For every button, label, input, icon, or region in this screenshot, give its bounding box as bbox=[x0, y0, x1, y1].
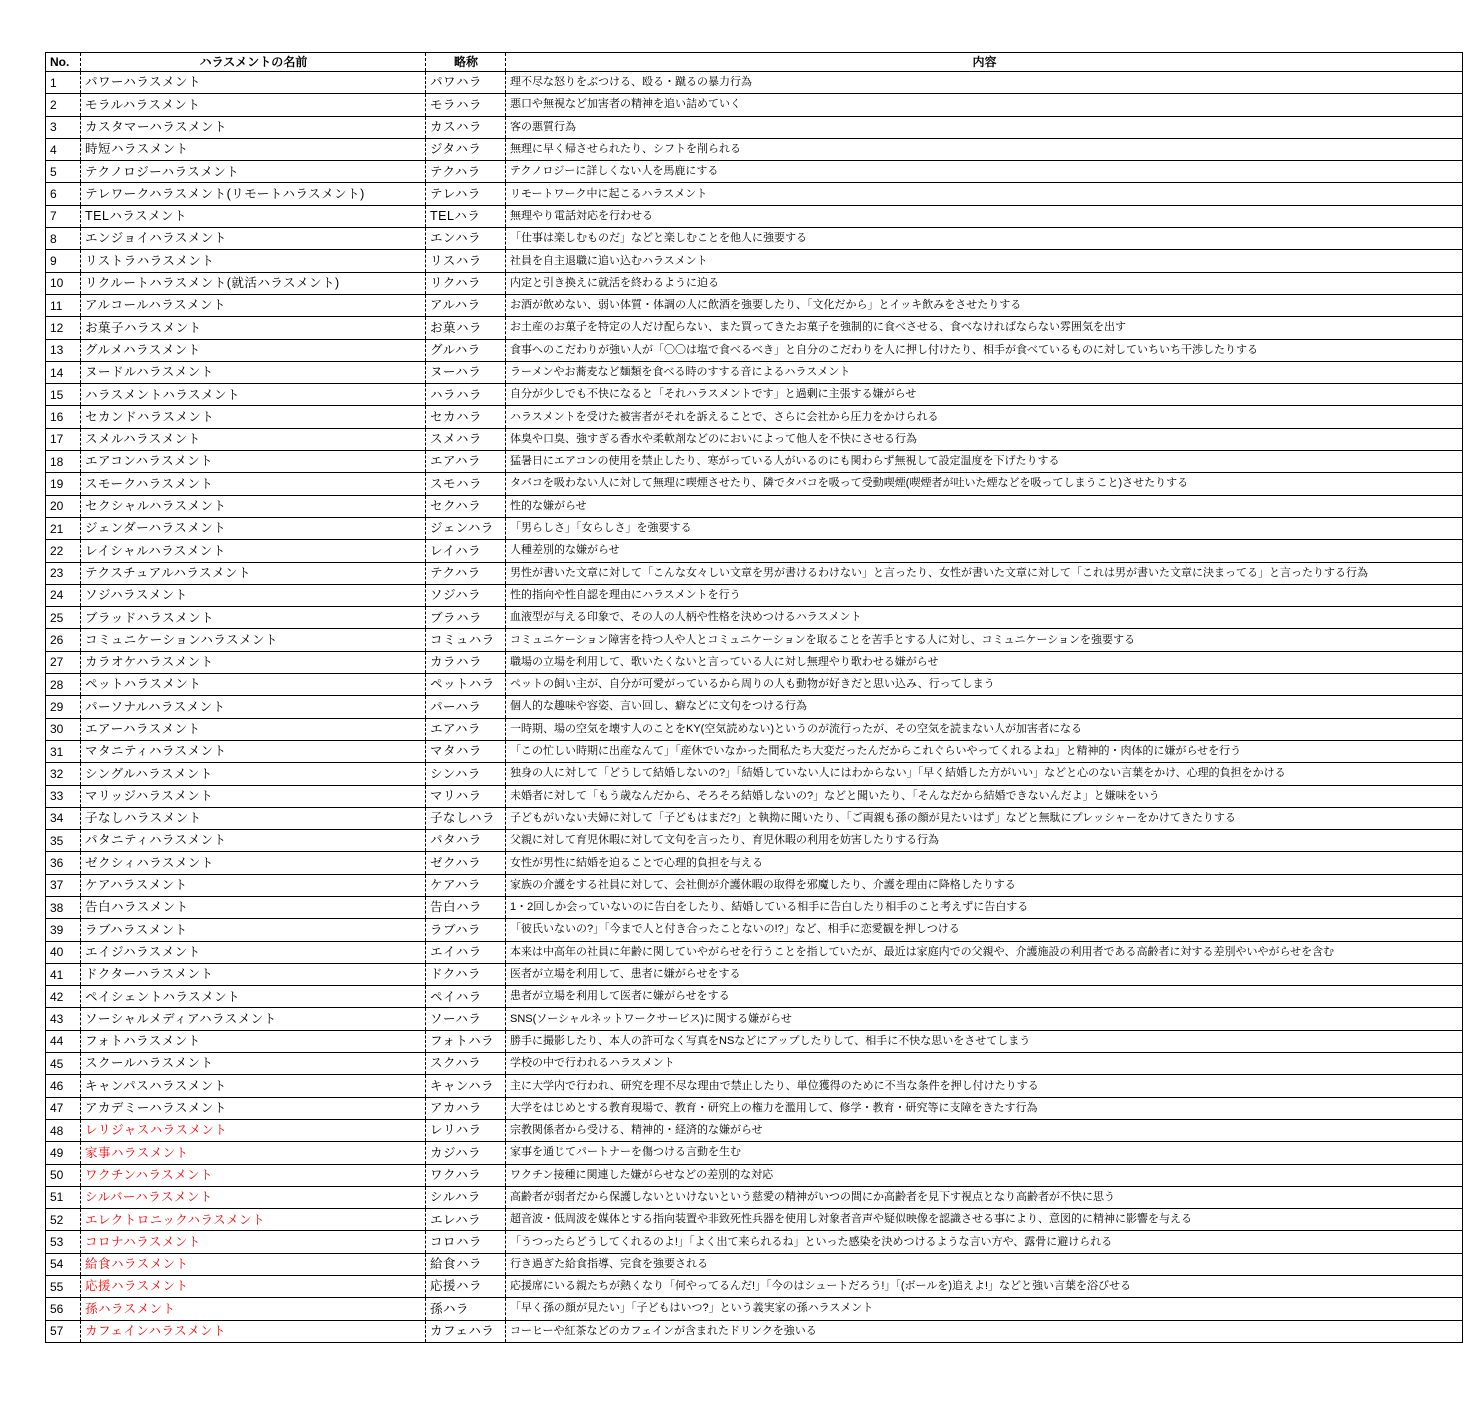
table-row bbox=[46, 250, 1463, 272]
harassment-abbr: ゼクハラ bbox=[426, 852, 506, 874]
harassment-name: 家事ハラスメント bbox=[81, 1142, 426, 1164]
harassment-content: コミュニケーション障害を持つ人や人とコミュニケーションを取ることを苦手とする人に対し、コミュニケーションを強要する bbox=[506, 629, 1463, 651]
row-number: 36 bbox=[46, 852, 81, 874]
row-number: 26 bbox=[46, 629, 81, 651]
harassment-name: テクスチュアルハラスメント bbox=[81, 562, 426, 584]
harassment-name: エンジョイハラスメント bbox=[81, 228, 426, 250]
harassment-name: スメルハラスメント bbox=[81, 428, 426, 450]
table-row bbox=[46, 406, 1463, 428]
harassment-name: マリッジハラスメント bbox=[81, 785, 426, 807]
harassment-name: ケアハラスメント bbox=[81, 874, 426, 896]
row-number: 51 bbox=[46, 1186, 81, 1208]
harassment-abbr: シルハラ bbox=[426, 1186, 506, 1208]
row-number: 16 bbox=[46, 406, 81, 428]
harassment-content: 患者が立場を利用して医者に嫌がらせをする bbox=[506, 986, 1463, 1008]
harassment-abbr: リクハラ bbox=[426, 272, 506, 294]
table-row bbox=[46, 740, 1463, 762]
harassment-content: 宗教関係者から受ける、精神的・経済的な嫌がらせ bbox=[506, 1119, 1463, 1141]
header-content: 内容 bbox=[506, 53, 1463, 72]
harassment-content: 学校の中で行われるハラスメント bbox=[506, 1053, 1463, 1075]
row-number: 31 bbox=[46, 740, 81, 762]
table-row bbox=[46, 428, 1463, 450]
harassment-abbr: コミュハラ bbox=[426, 629, 506, 651]
harassment-content: 無理やり電話対応を行わせる bbox=[506, 205, 1463, 227]
harassment-name: シングルハラスメント bbox=[81, 763, 426, 785]
harassment-content: 食事へのこだわりが強い人が「〇〇は塩で食べるべき」と自分のこだわりを人に押し付けたり、相手が食べているものに対していちいち干渉したりする bbox=[506, 339, 1463, 361]
harassment-abbr: テクハラ bbox=[426, 161, 506, 183]
harassment-name: パワーハラスメント bbox=[81, 72, 426, 94]
table-row bbox=[46, 339, 1463, 361]
table-row bbox=[46, 473, 1463, 495]
table-row bbox=[46, 1231, 1463, 1253]
harassment-content: 超音波・低周波を媒体とする指向装置や非致死性兵器を使用し対象者音声や疑似映像を認識させる事により、意図的に精神に影響を与える bbox=[506, 1209, 1463, 1231]
harassment-name: パーソナルハラスメント bbox=[81, 696, 426, 718]
row-number: 3 bbox=[46, 116, 81, 138]
table-row bbox=[46, 138, 1463, 160]
harassment-abbr: ワクハラ bbox=[426, 1164, 506, 1186]
harassment-content: コーヒーや紅茶などのカフェインが含まれたドリンクを強いる bbox=[506, 1320, 1463, 1342]
harassment-table-sheet bbox=[45, 52, 1463, 1343]
table-row bbox=[46, 986, 1463, 1008]
table-row bbox=[46, 874, 1463, 896]
harassment-name: コミュニケーションハラスメント bbox=[81, 629, 426, 651]
table-row bbox=[46, 718, 1463, 740]
harassment-abbr: レイハラ bbox=[426, 540, 506, 562]
harassment-abbr: スクハラ bbox=[426, 1053, 506, 1075]
harassment-name: モラルハラスメント bbox=[81, 94, 426, 116]
row-number: 28 bbox=[46, 674, 81, 696]
table-row bbox=[46, 1186, 1463, 1208]
table-row bbox=[46, 584, 1463, 606]
harassment-content: 「彼氏いないの?」「今まで人と付き合ったことないの!?」など、相手に恋愛観を押しつける bbox=[506, 919, 1463, 941]
harassment-content: 医者が立場を利用して、患者に嫌がらせをする bbox=[506, 963, 1463, 985]
table-row bbox=[46, 1053, 1463, 1075]
harassment-name: リクルートハラスメント(就活ハラスメント) bbox=[81, 272, 426, 294]
harassment-name: レリジャスハラスメント bbox=[81, 1119, 426, 1141]
harassment-name: エイジハラスメント bbox=[81, 941, 426, 963]
harassment-content: お酒が飲めない、弱い体質・体調の人に飲酒を強要したり、「文化だから」とイッキ飲みをさせたりする bbox=[506, 294, 1463, 316]
harassment-content: 子どもがいない夫婦に対して「子どもはまだ?」と執拗に聞いたり、「ご両親も孫の顔が見たいはず」などと無駄にプレッシャーをかけてきたりする bbox=[506, 807, 1463, 829]
harassment-abbr: パワハラ bbox=[426, 72, 506, 94]
header-abbr: 略称 bbox=[426, 53, 506, 72]
harassment-content: 内定と引き換えに就活を終わるように迫る bbox=[506, 272, 1463, 294]
harassment-abbr: スメハラ bbox=[426, 428, 506, 450]
table-row bbox=[46, 1164, 1463, 1186]
row-number: 21 bbox=[46, 517, 81, 539]
harassment-abbr: コロハラ bbox=[426, 1231, 506, 1253]
harassment-abbr: エイハラ bbox=[426, 941, 506, 963]
harassment-content: 個人的な趣味や容姿、言い回し、癖などに文句をつける行為 bbox=[506, 696, 1463, 718]
harassment-content: リモートワーク中に起こるハラスメント bbox=[506, 183, 1463, 205]
harassment-name: 子なしハラスメント bbox=[81, 807, 426, 829]
harassment-name: ソジハラスメント bbox=[81, 584, 426, 606]
harassment-abbr: フォトハラ bbox=[426, 1030, 506, 1052]
harassment-abbr: 告白ハラ bbox=[426, 896, 506, 918]
harassment-name: エレクトロニックハラスメント bbox=[81, 1209, 426, 1231]
row-number: 57 bbox=[46, 1320, 81, 1342]
row-number: 4 bbox=[46, 138, 81, 160]
table-row bbox=[46, 317, 1463, 339]
harassment-name: カスタマーハラスメント bbox=[81, 116, 426, 138]
row-number: 12 bbox=[46, 317, 81, 339]
row-number: 33 bbox=[46, 785, 81, 807]
harassment-abbr: エレハラ bbox=[426, 1209, 506, 1231]
harassment-name: マタニティハラスメント bbox=[81, 740, 426, 762]
row-number: 2 bbox=[46, 94, 81, 116]
header-no: No. bbox=[46, 53, 81, 72]
row-number: 19 bbox=[46, 473, 81, 495]
table-row bbox=[46, 607, 1463, 629]
harassment-content: 「早く孫の顔が見たい」「子どもはいつ?」という義実家の孫ハラスメント bbox=[506, 1298, 1463, 1320]
harassment-name: リストラハラスメント bbox=[81, 250, 426, 272]
harassment-content: 血液型が与える印象で、その人の人柄や性格を決めつけるハラスメント bbox=[506, 607, 1463, 629]
harassment-content: 応援席にいる親たちが熱くなり「何やってるんだ!」「今のはシュートだろう!」「(ボールを)追えよ!」などと強い言葉を浴びせる bbox=[506, 1276, 1463, 1298]
header-row bbox=[46, 53, 1463, 72]
harassment-abbr: テクハラ bbox=[426, 562, 506, 584]
row-number: 37 bbox=[46, 874, 81, 896]
table-row bbox=[46, 830, 1463, 852]
harassment-content: SNS(ソーシャルネットワークサービス)に関する嫌がらせ bbox=[506, 1008, 1463, 1030]
table-row bbox=[46, 116, 1463, 138]
row-number: 48 bbox=[46, 1119, 81, 1141]
harassment-abbr: ソジハラ bbox=[426, 584, 506, 606]
harassment-abbr: アカハラ bbox=[426, 1097, 506, 1119]
table-row bbox=[46, 1320, 1463, 1342]
table-row bbox=[46, 228, 1463, 250]
harassment-name: ペイシェントハラスメント bbox=[81, 986, 426, 1008]
row-number: 55 bbox=[46, 1276, 81, 1298]
harassment-abbr: セカハラ bbox=[426, 406, 506, 428]
row-number: 15 bbox=[46, 384, 81, 406]
harassment-content: 職場の立場を利用して、歌いたくないと言っている人に対し無理やり歌わせる嫌がらせ bbox=[506, 651, 1463, 673]
harassment-content: 大学をはじめとする教育現場で、教育・研究上の権力を濫用して、修学・教育・研究等に支障をきたす行為 bbox=[506, 1097, 1463, 1119]
harassment-name: カフェインハラスメント bbox=[81, 1320, 426, 1342]
table-row bbox=[46, 651, 1463, 673]
harassment-content: 1・2回しか会っていないのに告白をしたり、結婚している相手に告白したり相手のこと考えずに告白する bbox=[506, 896, 1463, 918]
row-number: 7 bbox=[46, 205, 81, 227]
table-row bbox=[46, 361, 1463, 383]
harassment-content: 「男らしさ」「女らしさ」を強要する bbox=[506, 517, 1463, 539]
harassment-content: ペットの飼い主が、自分が可愛がっているから周りの人も動物が好きだと思い込み、行ってしまう bbox=[506, 674, 1463, 696]
harassment-abbr: ソーハラ bbox=[426, 1008, 506, 1030]
harassment-content: 悪口や無視など加害者の精神を追い詰めていく bbox=[506, 94, 1463, 116]
harassment-name: アカデミーハラスメント bbox=[81, 1097, 426, 1119]
harassment-name: ドクターハラスメント bbox=[81, 963, 426, 985]
row-number: 32 bbox=[46, 763, 81, 785]
harassment-content: 性的な嫌がらせ bbox=[506, 495, 1463, 517]
harassment-abbr: ジタハラ bbox=[426, 138, 506, 160]
harassment-content: 女性が男性に結婚を迫ることで心理的負担を与える bbox=[506, 852, 1463, 874]
harassment-name: コロナハラスメント bbox=[81, 1231, 426, 1253]
harassment-abbr: パーハラ bbox=[426, 696, 506, 718]
harassment-name: ブラッドハラスメント bbox=[81, 607, 426, 629]
harassment-content: ハラスメントを受けた被害者がそれを訴えることで、さらに会社から圧力をかけられる bbox=[506, 406, 1463, 428]
harassment-abbr: セクハラ bbox=[426, 495, 506, 517]
harassment-abbr: ラブハラ bbox=[426, 919, 506, 941]
harassment-abbr: TELハラ bbox=[426, 205, 506, 227]
harassment-content: 行き過ぎた給食指導、完食を強要される bbox=[506, 1253, 1463, 1275]
harassment-name: TELハラスメント bbox=[81, 205, 426, 227]
row-number: 14 bbox=[46, 361, 81, 383]
table-row bbox=[46, 1142, 1463, 1164]
harassment-abbr: ペイハラ bbox=[426, 986, 506, 1008]
table-row bbox=[46, 183, 1463, 205]
table-row bbox=[46, 919, 1463, 941]
harassment-content: 体臭や口臭、強すぎる香水や柔軟剤などのにおいによって他人を不快にさせる行為 bbox=[506, 428, 1463, 450]
harassment-abbr: お菓ハラ bbox=[426, 317, 506, 339]
table-row bbox=[46, 517, 1463, 539]
table-row bbox=[46, 1119, 1463, 1141]
harassment-name: スモークハラスメント bbox=[81, 473, 426, 495]
row-number: 8 bbox=[46, 228, 81, 250]
harassment-name: お菓子ハラスメント bbox=[81, 317, 426, 339]
harassment-content: ワクチン接種に関連した嫌がらせなどの差別的な対応 bbox=[506, 1164, 1463, 1186]
harassment-abbr: マリハラ bbox=[426, 785, 506, 807]
harassment-content: 猛暑日にエアコンの使用を禁止したり、寒がっている人がいるのにも関わらず無視して設定温度を下げたりする bbox=[506, 451, 1463, 473]
harassment-content: 社員を自主退職に追い込むハラスメント bbox=[506, 250, 1463, 272]
row-number: 47 bbox=[46, 1097, 81, 1119]
table-row bbox=[46, 629, 1463, 651]
harassment-abbr: ケアハラ bbox=[426, 874, 506, 896]
harassment-name: ジェンダーハラスメント bbox=[81, 517, 426, 539]
harassment-abbr: ペットハラ bbox=[426, 674, 506, 696]
harassment-content: 勝手に撮影したり、本人の許可なく写真をNSなどにアップしたりして、相手に不快な思いをさせてしまう bbox=[506, 1030, 1463, 1052]
table-row bbox=[46, 1008, 1463, 1030]
table-row bbox=[46, 1298, 1463, 1320]
row-number: 38 bbox=[46, 896, 81, 918]
harassment-abbr: ブラハラ bbox=[426, 607, 506, 629]
harassment-abbr: テレハラ bbox=[426, 183, 506, 205]
harassment-name: ハラスメントハラスメント bbox=[81, 384, 426, 406]
harassment-abbr: ドクハラ bbox=[426, 963, 506, 985]
table-row bbox=[46, 294, 1463, 316]
harassment-content: 高齢者が弱者だから保護しないといけないという慈愛の精神がいつの間にか高齢者を見下す視点となり高齢者が不快に思う bbox=[506, 1186, 1463, 1208]
table-row bbox=[46, 94, 1463, 116]
harassment-content: 主に大学内で行われ、研究を理不尽な理由で禁止したり、単位獲得のために不当な条件を押し付けたりする bbox=[506, 1075, 1463, 1097]
harassment-abbr: パタハラ bbox=[426, 830, 506, 852]
harassment-abbr: ハラハラ bbox=[426, 384, 506, 406]
harassment-name: フォトハラスメント bbox=[81, 1030, 426, 1052]
table-row bbox=[46, 72, 1463, 94]
table-row bbox=[46, 540, 1463, 562]
harassment-name: ゼクシィハラスメント bbox=[81, 852, 426, 874]
harassment-content: 自分が少しでも不快になると「それハラスメントです」と過剰に主張する嫌がらせ bbox=[506, 384, 1463, 406]
harassment-abbr: カスハラ bbox=[426, 116, 506, 138]
harassment-name: セクシャルハラスメント bbox=[81, 495, 426, 517]
harassment-content: 性的指向や性自認を理由にハラスメントを行う bbox=[506, 584, 1463, 606]
harassment-content: 家事を通じてパートナーを傷つける言動を生む bbox=[506, 1142, 1463, 1164]
row-number: 46 bbox=[46, 1075, 81, 1097]
harassment-name: 時短ハラスメント bbox=[81, 138, 426, 160]
table-row bbox=[46, 896, 1463, 918]
harassment-abbr: キャンハラ bbox=[426, 1075, 506, 1097]
harassment-abbr: 給食ハラ bbox=[426, 1253, 506, 1275]
harassment-abbr: リスハラ bbox=[426, 250, 506, 272]
harassment-content: 男性が書いた文章に対して「こんな女々しい文章を男が書けるわけない」と言ったり、女性が書いた文章に対して「これは男が書いた文章に決まってる」と言ったりする行為 bbox=[506, 562, 1463, 584]
harassment-name: シルバーハラスメント bbox=[81, 1186, 426, 1208]
row-number: 52 bbox=[46, 1209, 81, 1231]
table-row bbox=[46, 161, 1463, 183]
harassment-name: セカンドハラスメント bbox=[81, 406, 426, 428]
harassment-name: ワクチンハラスメント bbox=[81, 1164, 426, 1186]
row-number: 24 bbox=[46, 584, 81, 606]
header-name: ハラスメントの名前 bbox=[81, 53, 426, 72]
row-number: 25 bbox=[46, 607, 81, 629]
harassment-content: 理不尽な怒りをぶつける、殴る・蹴るの暴力行為 bbox=[506, 72, 1463, 94]
table-row bbox=[46, 205, 1463, 227]
harassment-abbr: レリハラ bbox=[426, 1119, 506, 1141]
harassment-abbr: アルハラ bbox=[426, 294, 506, 316]
harassment-abbr: カジハラ bbox=[426, 1142, 506, 1164]
table-row bbox=[46, 384, 1463, 406]
harassment-name: エアーハラスメント bbox=[81, 718, 426, 740]
table-row bbox=[46, 272, 1463, 294]
harassment-name: エアコンハラスメント bbox=[81, 451, 426, 473]
harassment-name: キャンパスハラスメント bbox=[81, 1075, 426, 1097]
table-row bbox=[46, 1276, 1463, 1298]
row-number: 13 bbox=[46, 339, 81, 361]
harassment-content: 未婚者に対して「もう歳なんだから、そろそろ結婚しないの?」などと聞いたり、「そんなだから結婚できないんだよ」と嫌味をいう bbox=[506, 785, 1463, 807]
row-number: 5 bbox=[46, 161, 81, 183]
table-row bbox=[46, 785, 1463, 807]
harassment-content: テクノロジーに詳しくない人を馬鹿にする bbox=[506, 161, 1463, 183]
harassment-abbr: マタハラ bbox=[426, 740, 506, 762]
harassment-abbr: 子なしハラ bbox=[426, 807, 506, 829]
row-number: 6 bbox=[46, 183, 81, 205]
row-number: 10 bbox=[46, 272, 81, 294]
harassment-abbr: 孫ハラ bbox=[426, 1298, 506, 1320]
row-number: 39 bbox=[46, 919, 81, 941]
row-number: 11 bbox=[46, 294, 81, 316]
row-number: 20 bbox=[46, 495, 81, 517]
table-row bbox=[46, 674, 1463, 696]
row-number: 49 bbox=[46, 1142, 81, 1164]
table-row bbox=[46, 1209, 1463, 1231]
harassment-name: 孫ハラスメント bbox=[81, 1298, 426, 1320]
harassment-abbr: エンハラ bbox=[426, 228, 506, 250]
harassment-abbr: エアハラ bbox=[426, 451, 506, 473]
table-row bbox=[46, 963, 1463, 985]
harassment-content: 客の悪質行為 bbox=[506, 116, 1463, 138]
harassment-content: 家族の介護をする社員に対して、会社側が介護休暇の取得を邪魔したり、介護を理由に降格したりする bbox=[506, 874, 1463, 896]
row-number: 22 bbox=[46, 540, 81, 562]
table-row bbox=[46, 696, 1463, 718]
harassment-name: 給食ハラスメント bbox=[81, 1253, 426, 1275]
table-row bbox=[46, 1075, 1463, 1097]
harassment-abbr: ヌーハラ bbox=[426, 361, 506, 383]
table-row bbox=[46, 1030, 1463, 1052]
row-number: 53 bbox=[46, 1231, 81, 1253]
harassment-name: アルコールハラスメント bbox=[81, 294, 426, 316]
harassment-name: 応援ハラスメント bbox=[81, 1276, 426, 1298]
table-row bbox=[46, 763, 1463, 785]
harassment-abbr: カフェハラ bbox=[426, 1320, 506, 1342]
harassment-abbr: ジェンハラ bbox=[426, 517, 506, 539]
row-number: 27 bbox=[46, 651, 81, 673]
row-number: 56 bbox=[46, 1298, 81, 1320]
harassment-name: カラオケハラスメント bbox=[81, 651, 426, 673]
table-row bbox=[46, 807, 1463, 829]
harassment-content: 一時期、場の空気を壊す人のことをKY(空気読めない)というのが流行ったが、その空気を読まない人が加害者になる bbox=[506, 718, 1463, 740]
table-row bbox=[46, 941, 1463, 963]
table-row bbox=[46, 1097, 1463, 1119]
harassment-content: 本来は中高年の社員に年齢に関していやがらせを行うことを指していたが、最近は家庭内での父親や、介護施設の利用者である高齢者に対する差別やいやがらせを含む bbox=[506, 941, 1463, 963]
row-number: 34 bbox=[46, 807, 81, 829]
table-row bbox=[46, 852, 1463, 874]
row-number: 50 bbox=[46, 1164, 81, 1186]
harassment-abbr: グルハラ bbox=[426, 339, 506, 361]
harassment-content: 独身の人に対して「どうして結婚しないの?」「結婚していない人にはわからない」「早く結婚した方がいい」などと心のない言葉をかけ、心理的負担をかける bbox=[506, 763, 1463, 785]
harassment-name: パタニティハラスメント bbox=[81, 830, 426, 852]
harassment-content: 「仕事は楽しむものだ」などと楽しむことを他人に強要する bbox=[506, 228, 1463, 250]
table-row bbox=[46, 451, 1463, 473]
row-number: 9 bbox=[46, 250, 81, 272]
harassment-abbr: 応援ハラ bbox=[426, 1276, 506, 1298]
row-number: 44 bbox=[46, 1030, 81, 1052]
row-number: 35 bbox=[46, 830, 81, 852]
harassment-content: お土産のお菓子を特定の人だけ配らない、また買ってきたお菓子を強制的に食べさせる、食べなければならない雰囲気を出す bbox=[506, 317, 1463, 339]
harassment-abbr: エアハラ bbox=[426, 718, 506, 740]
row-number: 29 bbox=[46, 696, 81, 718]
row-number: 41 bbox=[46, 963, 81, 985]
harassment-name: ソーシャルメディアハラスメント bbox=[81, 1008, 426, 1030]
harassment-content: 人種差別的な嫌がらせ bbox=[506, 540, 1463, 562]
harassment-name: 告白ハラスメント bbox=[81, 896, 426, 918]
harassment-content: 父親に対して育児休暇に対して文句を言ったり、育児休暇の利用を妨害したりする行為 bbox=[506, 830, 1463, 852]
harassment-content: ラーメンやお蕎麦など麺類を食べる時のすする音によるハラスメント bbox=[506, 361, 1463, 383]
row-number: 30 bbox=[46, 718, 81, 740]
harassment-name: テレワークハラスメント(リモートハラスメント) bbox=[81, 183, 426, 205]
harassment-name: レイシャルハラスメント bbox=[81, 540, 426, 562]
harassment-abbr: モラハラ bbox=[426, 94, 506, 116]
row-number: 18 bbox=[46, 451, 81, 473]
row-number: 1 bbox=[46, 72, 81, 94]
harassment-name: ヌードルハラスメント bbox=[81, 361, 426, 383]
row-number: 40 bbox=[46, 941, 81, 963]
row-number: 45 bbox=[46, 1053, 81, 1075]
harassment-content: 「うつったらどうしてくれるのよ!」「よく出て来られるね」といった感染を決めつけるような言い方や、露骨に避けられる bbox=[506, 1231, 1463, 1253]
table-row bbox=[46, 1253, 1463, 1275]
row-number: 43 bbox=[46, 1008, 81, 1030]
harassment-name: スクールハラスメント bbox=[81, 1053, 426, 1075]
harassment-abbr: カラハラ bbox=[426, 651, 506, 673]
harassment-name: ラブハラスメント bbox=[81, 919, 426, 941]
table-row bbox=[46, 562, 1463, 584]
row-number: 23 bbox=[46, 562, 81, 584]
row-number: 54 bbox=[46, 1253, 81, 1275]
harassment-name: グルメハラスメント bbox=[81, 339, 426, 361]
harassment-content: 「この忙しい時期に出産なんて」「産休でいなかった間私たち大変だったんだからこれぐらいやってくれるよね」と精神的・肉体的に嫌がらせを行う bbox=[506, 740, 1463, 762]
harassment-name: ペットハラスメント bbox=[81, 674, 426, 696]
harassment-content: タバコを吸わない人に対して無理に喫煙させたり、隣でタバコを吸って受動喫煙(喫煙者が吐いた煙などを吸ってしまうこと)させたりする bbox=[506, 473, 1463, 495]
row-number: 42 bbox=[46, 986, 81, 1008]
harassment-abbr: スモハラ bbox=[426, 473, 506, 495]
harassment-name: テクノロジーハラスメント bbox=[81, 161, 426, 183]
harassment-content: 無理に早く帰させられたり、シフトを削られる bbox=[506, 138, 1463, 160]
harassment-table bbox=[45, 52, 1463, 1343]
harassment-abbr: シンハラ bbox=[426, 763, 506, 785]
row-number: 17 bbox=[46, 428, 81, 450]
table-row bbox=[46, 495, 1463, 517]
table-body bbox=[46, 72, 1463, 1343]
